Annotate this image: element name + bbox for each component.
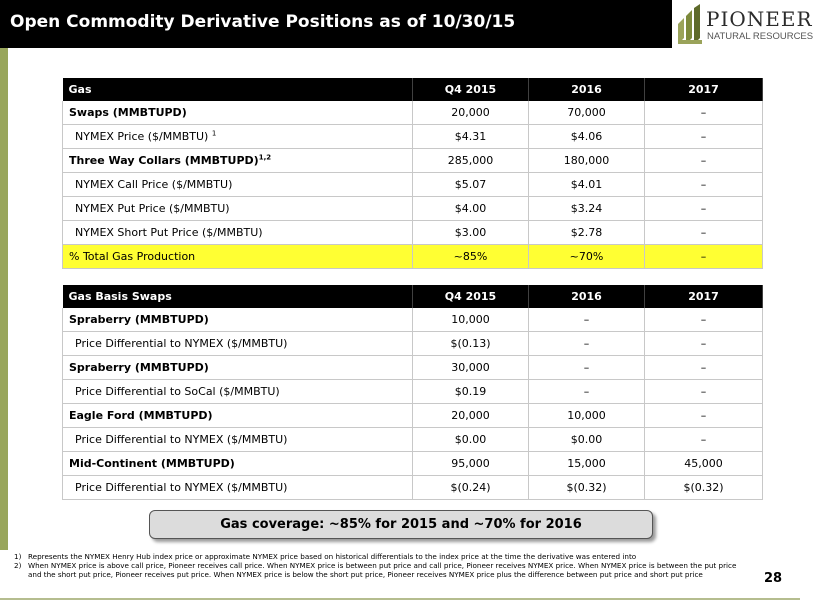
- row-label-text: % Total Gas Production: [69, 250, 196, 263]
- footnotes: [14, 552, 744, 580]
- column-header: Q4 2015: [413, 285, 529, 308]
- production-coverage-row: [63, 245, 763, 269]
- table-row: [63, 125, 763, 149]
- table-cell: –: [645, 149, 763, 173]
- table-cell: $3.00: [413, 221, 529, 245]
- table-cell: ~85%: [413, 245, 529, 269]
- table-cell: 30,000: [413, 356, 529, 380]
- table-cell: –: [645, 197, 763, 221]
- table-cell: –: [645, 221, 763, 245]
- footnote-text: Represents the NYMEX Henry Hub index price or approximate NYMEX price based on historical differentials to the index price at the time the derivative was entered into: [28, 552, 637, 561]
- table-cell: –: [529, 308, 645, 332]
- table-cell: $4.01: [529, 173, 645, 197]
- row-label: Price Differential to NYMEX ($/MMBTU): [63, 476, 413, 500]
- slide-header: [0, 0, 813, 48]
- column-header: 2017: [645, 78, 763, 101]
- table-cell: –: [645, 125, 763, 149]
- row-label: Mid-Continent (MMBTUPD): [63, 452, 413, 476]
- table-row: [63, 404, 763, 428]
- row-label: [63, 125, 413, 149]
- footnote-number: 1): [14, 552, 22, 561]
- table-row: [63, 149, 763, 173]
- table-cell: 10,000: [413, 308, 529, 332]
- table-row: [63, 173, 763, 197]
- table-cell: 180,000: [529, 149, 645, 173]
- table-cell: –: [645, 101, 763, 125]
- table-row: [63, 197, 763, 221]
- column-header: Gas: [63, 78, 413, 101]
- page-number: 28: [764, 571, 783, 586]
- table-cell: $(0.24): [413, 476, 529, 500]
- table-cell: 70,000: [529, 101, 645, 125]
- row-label: Eagle Ford (MMBTUPD): [63, 404, 413, 428]
- row-label: [63, 149, 413, 173]
- row-label: Price Differential to NYMEX ($/MMBTU): [63, 332, 413, 356]
- column-header: Gas Basis Swaps: [63, 285, 413, 308]
- row-label: [63, 245, 413, 269]
- gas-basis-swaps-table: [62, 285, 763, 500]
- table-cell: $(0.13): [413, 332, 529, 356]
- table-cell: 45,000: [645, 452, 763, 476]
- row-label-text: NYMEX Put Price ($/MMBTU): [75, 202, 230, 215]
- column-header: 2017: [645, 285, 763, 308]
- table-row: [63, 308, 763, 332]
- table-cell: $0.00: [413, 428, 529, 452]
- table-cell: 285,000: [413, 149, 529, 173]
- table-cell: 95,000: [413, 452, 529, 476]
- footnote-number: 2): [14, 561, 22, 571]
- table-cell: –: [645, 308, 763, 332]
- column-header: 2016: [529, 285, 645, 308]
- gas-coverage-callout: Gas coverage: ~85% for 2015 and ~70% for 2016: [149, 510, 653, 539]
- footnote-ref: 1,2: [258, 153, 272, 162]
- table-cell: 20,000: [413, 101, 529, 125]
- row-label-text: NYMEX Call Price ($/MMBTU): [75, 178, 233, 191]
- table-row: [63, 221, 763, 245]
- table-row: [63, 380, 763, 404]
- table-cell: –: [645, 356, 763, 380]
- table-cell: –: [645, 380, 763, 404]
- table-cell: $(0.32): [645, 476, 763, 500]
- table-row: [63, 356, 763, 380]
- row-label: [63, 173, 413, 197]
- logo-wordmark: PIONEER: [706, 7, 813, 31]
- footnote-1: [14, 552, 744, 561]
- table-cell: –: [529, 356, 645, 380]
- footnote-2: [14, 561, 744, 579]
- row-label-text: NYMEX Price ($/MMBTU): [75, 130, 209, 143]
- table-cell: –: [529, 332, 645, 356]
- table-cell: $0.00: [529, 428, 645, 452]
- footnote-text: When NYMEX price is above call price, Pioneer receives call price. When NYMEX price is between put price and call price, Pioneer receives NYMEX price. When NYMEX price is between the put price and the short put price, Pioneer receives put price. When NYMEX price is below the short put price, Pioneer receives NYMEX price plus the difference between put price and short put price: [28, 561, 737, 580]
- row-label-text: Three Way Collars (MMBTUPD): [69, 154, 259, 167]
- table-cell: $0.19: [413, 380, 529, 404]
- row-label: Price Differential to SoCal ($/MMBTU): [63, 380, 413, 404]
- table-cell: $2.78: [529, 221, 645, 245]
- table-cell: $4.00: [413, 197, 529, 221]
- row-label: Price Differential to NYMEX ($/MMBTU): [63, 428, 413, 452]
- table-cell: $4.31: [413, 125, 529, 149]
- row-label: Spraberry (MMBTUPD): [63, 308, 413, 332]
- table-cell: ~70%: [529, 245, 645, 269]
- table-row: [63, 476, 763, 500]
- table-cell: 20,000: [413, 404, 529, 428]
- table-cell: 15,000: [529, 452, 645, 476]
- column-header: 2016: [529, 78, 645, 101]
- table-cell: –: [645, 404, 763, 428]
- footnote-ref: 1: [211, 129, 217, 138]
- logo-subtitle: NATURAL RESOURCES: [707, 31, 813, 42]
- table-header-row: [63, 285, 763, 308]
- table-cell: 10,000: [529, 404, 645, 428]
- table-cell: $5.07: [413, 173, 529, 197]
- company-logo: [672, 0, 813, 48]
- left-accent-bar: [0, 48, 8, 550]
- row-label: [63, 221, 413, 245]
- table-header-row: [63, 78, 763, 101]
- table-row: [63, 428, 763, 452]
- table-cell: $(0.32): [529, 476, 645, 500]
- table-cell: –: [645, 428, 763, 452]
- row-label: Spraberry (MMBTUPD): [63, 356, 413, 380]
- table-cell: $4.06: [529, 125, 645, 149]
- pioneer-logo-icon: [676, 2, 708, 46]
- row-label-text: Swaps (MMBTUPD): [69, 106, 187, 119]
- table-cell: $3.24: [529, 197, 645, 221]
- table-cell: –: [529, 380, 645, 404]
- table-cell: –: [645, 332, 763, 356]
- column-header: Q4 2015: [413, 78, 529, 101]
- row-label-text: NYMEX Short Put Price ($/MMBTU): [75, 226, 263, 239]
- table-row: [63, 452, 763, 476]
- row-label: [63, 197, 413, 221]
- slide-title: Open Commodity Derivative Positions as of 10/30/15: [10, 12, 516, 32]
- table-row: [63, 101, 763, 125]
- row-label: [63, 101, 413, 125]
- table-cell: –: [645, 245, 763, 269]
- gas-derivatives-table: [62, 78, 763, 269]
- table-row: [63, 332, 763, 356]
- table-cell: –: [645, 173, 763, 197]
